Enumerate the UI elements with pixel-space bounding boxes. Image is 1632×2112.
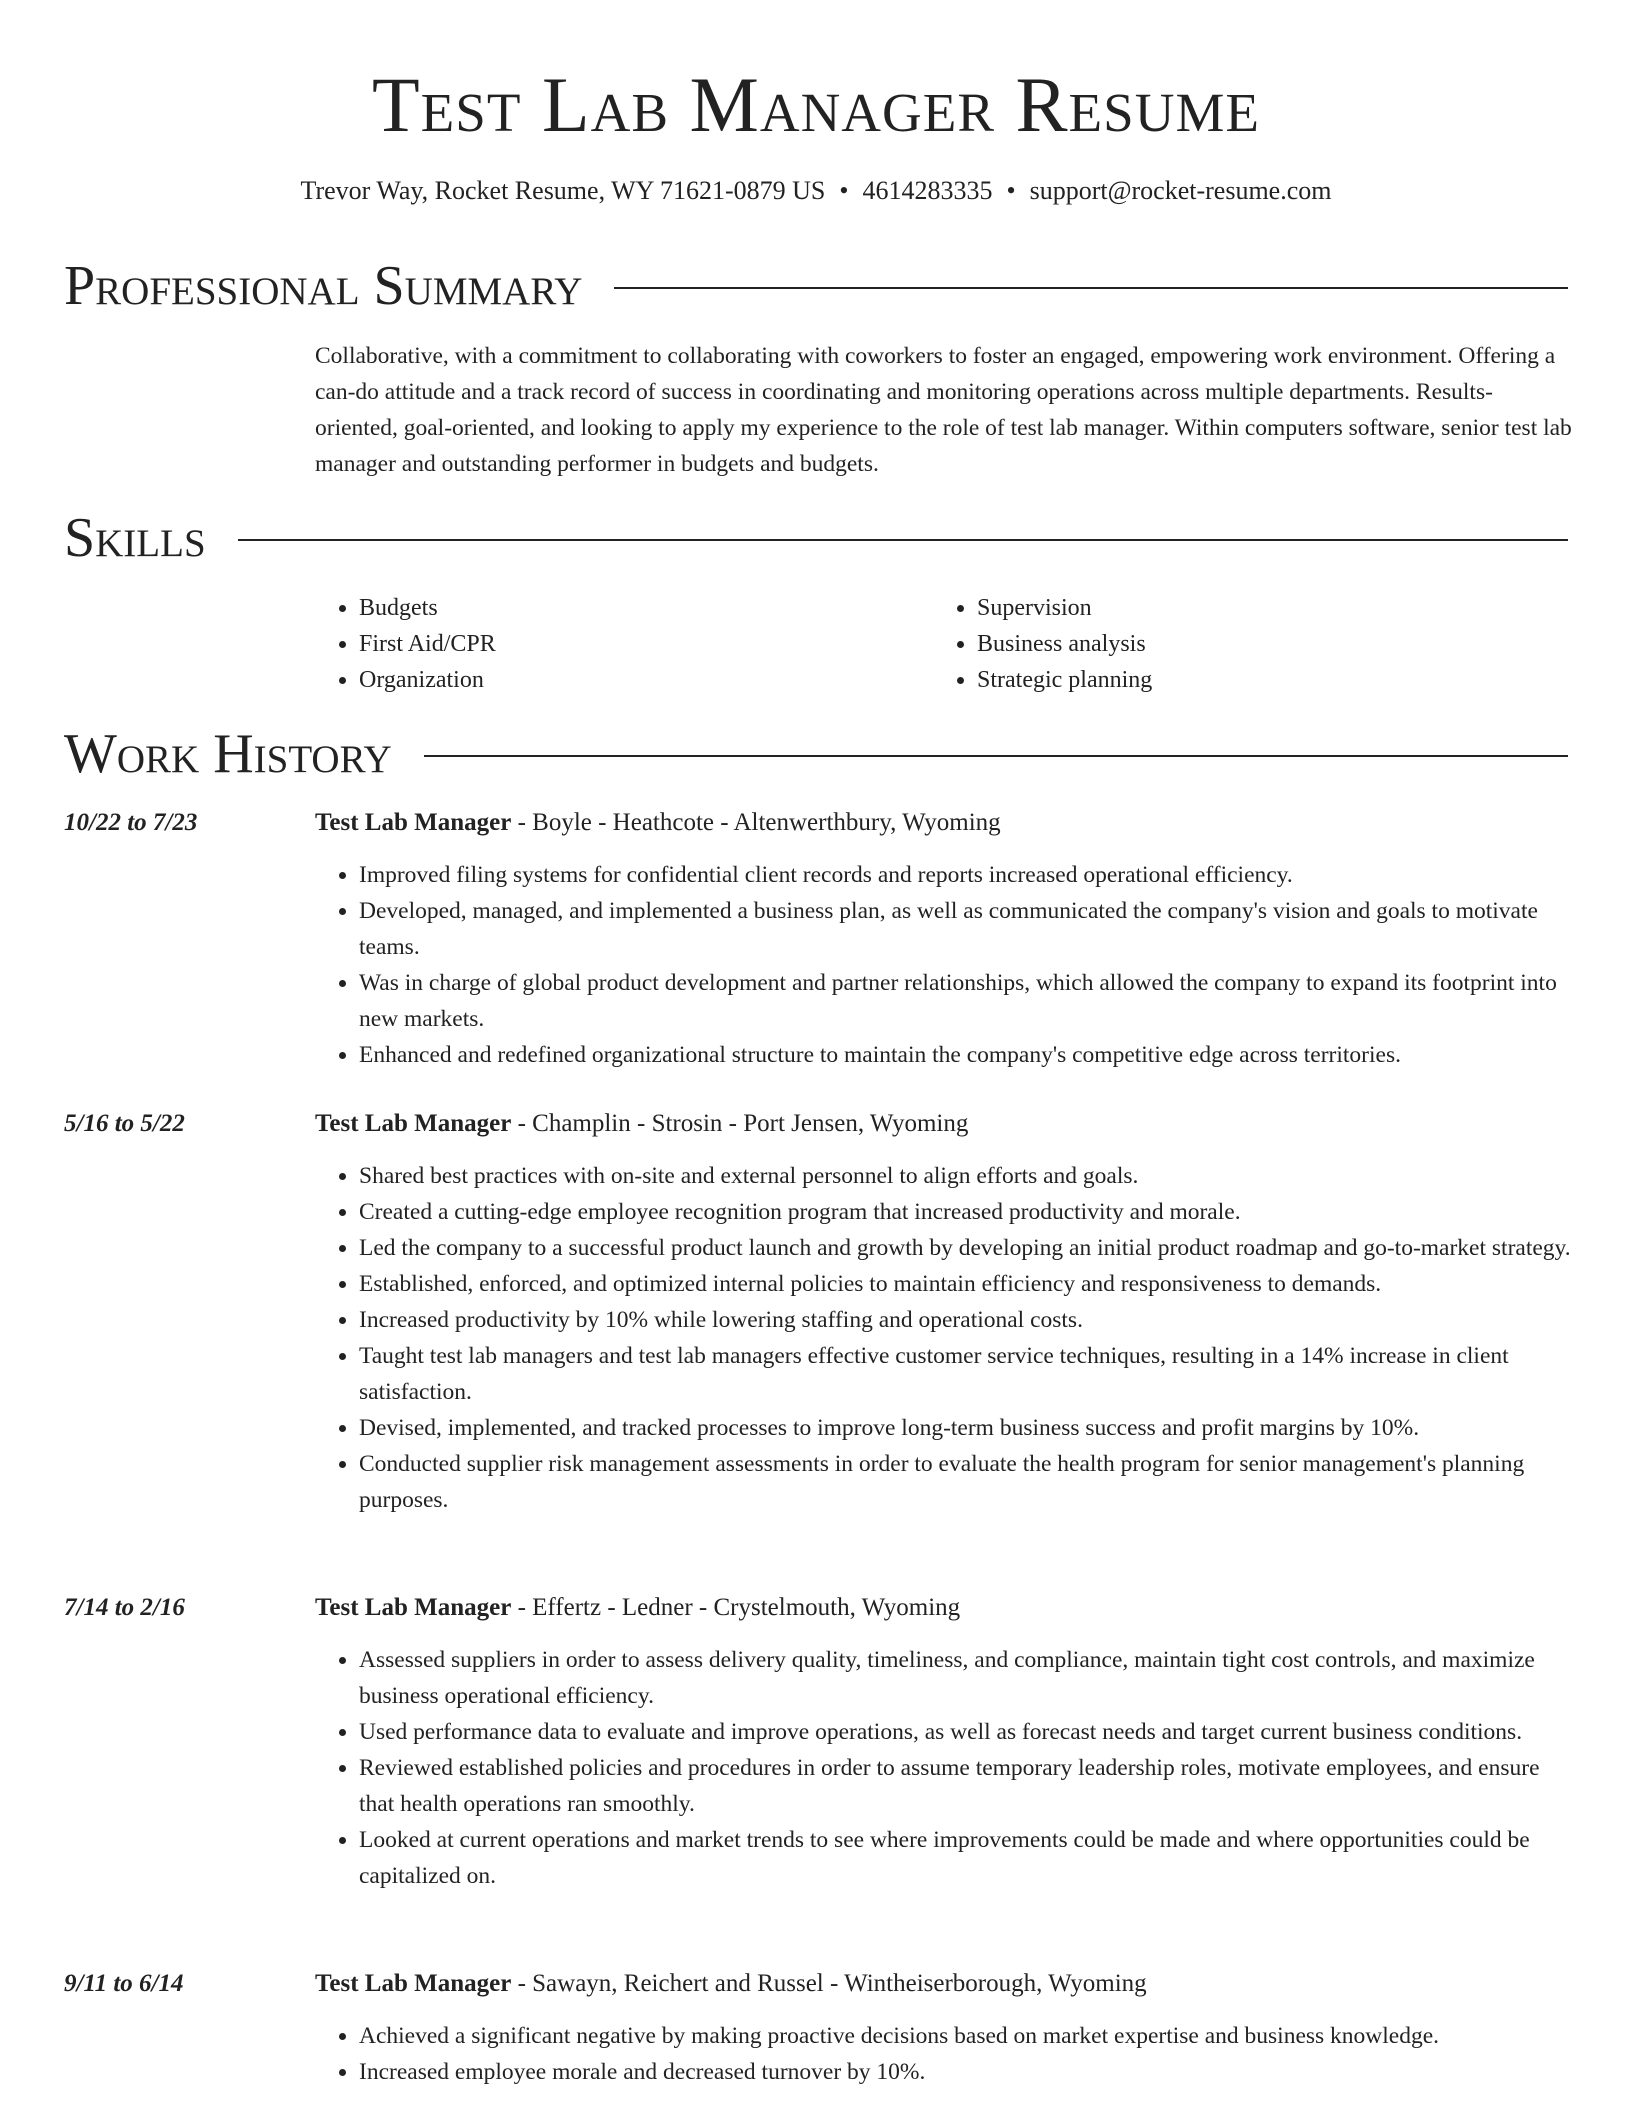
job-bullet: • Increased productivity by 10% while lowering staffing and operational costs. bbox=[359, 1302, 1575, 1338]
skill-item: • First Aid/CPR bbox=[359, 626, 933, 662]
professional-summary-header bbox=[64, 254, 1568, 318]
job-bullets bbox=[315, 1642, 1575, 1894]
job-bullet: • Improved filing systems for confidential client records and reports increased operational efficiency. bbox=[359, 857, 1575, 893]
section-title-skills: Skills bbox=[64, 507, 206, 569]
job-bullet: • Used performance data to evaluate and improve operations, as well as forecast needs and target current business conditions. bbox=[359, 1714, 1575, 1750]
job-bullet: • Created a cutting-edge employee recognition program that increased productivity and morale. bbox=[359, 1194, 1575, 1230]
summary-text: Collaborative, with a commitment to collaborating with coworkers to foster an engaged, empowering work environment. Offering a can-do attitude and a track record of success in coordinating and monitoring operations across multiple departments. Results-oriented, goal-oriented, and looking to apply my experience to the role of test lab manager. Within computers software, senior test lab manager and outstanding performer in budgets and budgets. bbox=[315, 343, 1572, 477]
skill-item: • Business analysis bbox=[977, 626, 1551, 662]
resume-title: Test Lab Manager Resume bbox=[372, 61, 1260, 148]
email: support@rocket-resume.com bbox=[1029, 176, 1332, 205]
skills-list bbox=[315, 590, 1575, 698]
job-bullet: • Conducted supplier risk management assessments in order to evaluate the health program for senior management's planning purposes. bbox=[359, 1446, 1575, 1518]
job-bullets bbox=[315, 2018, 1575, 2090]
job-heading bbox=[315, 1967, 1147, 2001]
job-bullet: • Looked at current operations and market trends to see where improvements could be made and where opportunities could be capitalized on. bbox=[359, 1822, 1575, 1894]
job-bullet: • Developed, managed, and implemented a business plan, as well as communicated the company's vision and goals to motivate teams. bbox=[359, 893, 1575, 965]
job-bullet: • Increased employee morale and decreased turnover by 10%. bbox=[359, 2054, 1575, 2090]
job-role: Test Lab Manager bbox=[315, 1110, 512, 1137]
section-title-work-history: Work History bbox=[64, 723, 392, 785]
job-heading bbox=[315, 806, 1001, 840]
job-dates: 9/11 to 6/14 bbox=[64, 1970, 184, 1997]
job-role: Test Lab Manager bbox=[315, 1594, 512, 1621]
skills-column-left bbox=[315, 590, 933, 698]
section-divider bbox=[614, 287, 1568, 289]
phone: 4614283335 bbox=[862, 176, 993, 205]
job-bullet: • Taught test lab managers and test lab managers effective customer service techniques, resulting in a 14% increase in client satisfaction. bbox=[359, 1338, 1575, 1410]
skill-item: • Budgets bbox=[359, 590, 933, 626]
job-role: Test Lab Manager bbox=[315, 809, 512, 836]
job-employer: - Sawayn, Reichert and Russel - Wintheiserborough, Wyoming bbox=[511, 1970, 1147, 1997]
job-bullet: • Reviewed established policies and procedures in order to assume temporary leadership roles, motivate employees, and ensure that health operations ran smoothly. bbox=[359, 1750, 1575, 1822]
separator-dot: • bbox=[839, 176, 849, 205]
section-divider bbox=[424, 755, 1568, 757]
job-bullet: • Established, enforced, and optimized internal policies to maintain efficiency and responsiveness to demands. bbox=[359, 1266, 1575, 1302]
job-dates: 5/16 to 5/22 bbox=[64, 1110, 185, 1137]
job-employer: - Boyle - Heathcote - Altenwerthbury, Wyoming bbox=[511, 809, 1001, 836]
job-bullet: • Assessed suppliers in order to assess delivery quality, timeliness, and compliance, maintain tight cost controls, and maximize business operational efficiency. bbox=[359, 1642, 1575, 1714]
job-bullet: • Led the company to a successful product launch and growth by developing an initial product roadmap and go-to-market strategy. bbox=[359, 1230, 1575, 1266]
job-bullets bbox=[315, 1158, 1575, 1518]
job-bullets bbox=[315, 857, 1575, 1073]
skill-item: • Strategic planning bbox=[977, 662, 1551, 698]
job-bullet: • Devised, implemented, and tracked processes to improve long-term business success and profit margins by 10%. bbox=[359, 1410, 1575, 1446]
work-history-header bbox=[64, 722, 1568, 786]
job-bullet: • Was in charge of global product development and partner relationships, which allowed the company to expand its footprint into new markets. bbox=[359, 965, 1575, 1037]
job-heading bbox=[315, 1107, 968, 1141]
skill-item: • Supervision bbox=[977, 590, 1551, 626]
address: Trevor Way, Rocket Resume, WY 71621-0879 US bbox=[300, 176, 826, 205]
job-employer: - Champlin - Strosin - Port Jensen, Wyoming bbox=[511, 1110, 969, 1137]
section-title-summary: Professional Summary bbox=[64, 255, 583, 317]
skill-item: • Organization bbox=[359, 662, 933, 698]
job-bullet: • Shared best practices with on-site and external personnel to align efforts and goals. bbox=[359, 1158, 1575, 1194]
job-dates: 7/14 to 2/16 bbox=[64, 1594, 185, 1621]
separator-dot: • bbox=[1006, 176, 1016, 205]
job-dates: 10/22 to 7/23 bbox=[64, 809, 198, 836]
job-role: Test Lab Manager bbox=[315, 1970, 512, 1997]
job-bullet: • Achieved a significant negative by making proactive decisions based on market expertise and business knowledge. bbox=[359, 2018, 1575, 2054]
skills-column-right bbox=[933, 590, 1551, 698]
job-heading bbox=[315, 1591, 960, 1625]
job-bullet: • Enhanced and redefined organizational structure to maintain the company's competitive edge across territories. bbox=[359, 1037, 1575, 1073]
skills-header bbox=[64, 506, 1568, 570]
contact-line bbox=[0, 175, 1632, 207]
job-employer: - Effertz - Ledner - Crystelmouth, Wyoming bbox=[511, 1594, 961, 1621]
section-divider bbox=[238, 539, 1568, 541]
